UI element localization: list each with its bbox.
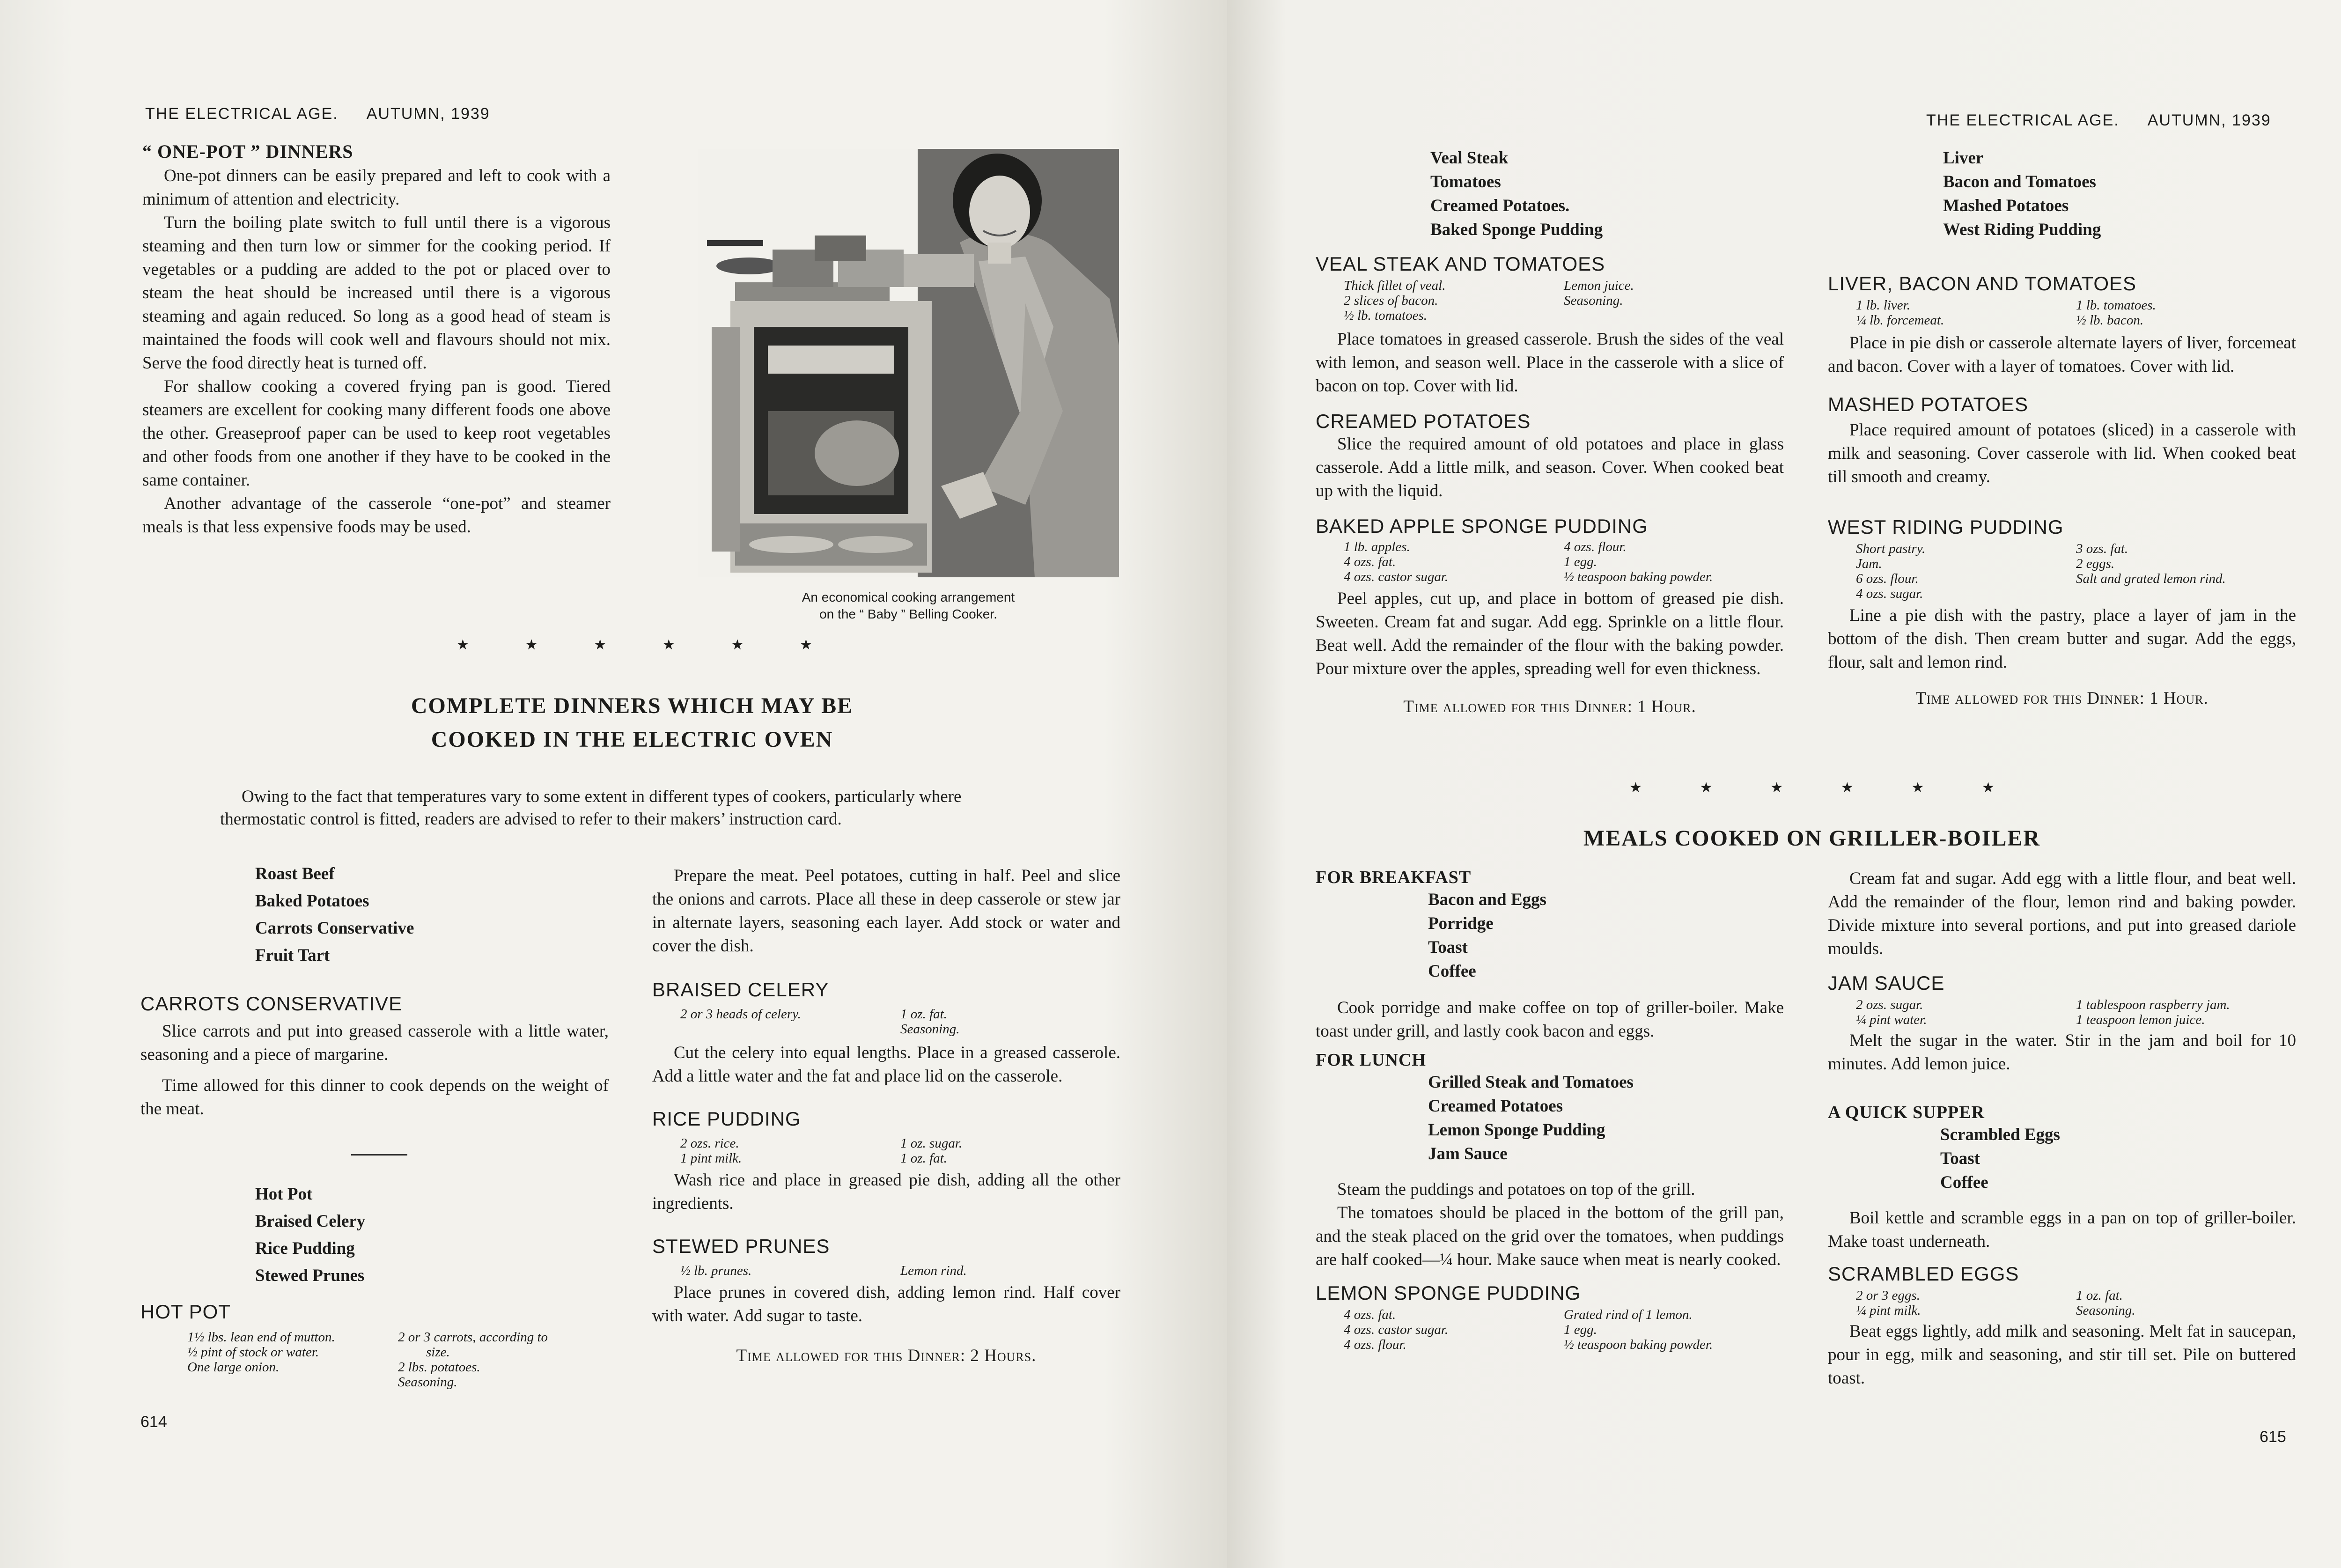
baked-apple-title: BAKED APPLE SPONGE PUDDING xyxy=(1316,515,1648,537)
hot-pot-section xyxy=(140,1301,609,1390)
griller-boiler-title: MEALS COOKED ON GRILLER-BOILER xyxy=(1583,826,2041,851)
lunch-title: FOR LUNCH xyxy=(1316,1050,1426,1070)
west-riding-title: WEST RIDING PUDDING xyxy=(1828,516,2064,538)
page-number: 615 xyxy=(2260,1428,2286,1446)
west-riding-ingredients: Short pastry. Jam. 6 ozs. flour. 4 ozs. sugar. 3 ozs. fat. 2 eggs. Salt and grated lemon rind. xyxy=(1856,541,2226,601)
menu-liver: Liver Bacon and Tomatoes Mashed Potatoes West Riding Pudding xyxy=(1943,148,2101,239)
running-header: THE ELECTRICAL AGE. AUTUMN, 1939 xyxy=(1926,111,2271,129)
star-icon: ★ xyxy=(1629,780,1642,795)
baked-apple-ingredients: 1 lb. apples. 4 ozs. fat. 4 ozs. castor sugar. 4 ozs. flour. 1 egg. ½ teaspoon baking powder. xyxy=(1344,539,1713,584)
one-pot-title: “ ONE-POT ” DINNERS xyxy=(142,141,353,162)
griller-right-column: Cream fat and sugar. Add egg with a little flour, and beat well. Add the remainder of the flour, lemon rind and baking powder. Divide mixture into several portions, and put into greased dariole moulds. JAM SAUCE 2 ozs. sugar. ¼ pint water. 1 tablespoon raspberry jam. 1 teaspoon lemon juice. Melt the sugar in the water. Stir in the jam and boil for 10 minutes. Add lemon juice. A QUICK SUPPER Scrambled Eggs Toast Coffee Boil kettle and scramble eggs in a pan on top of griller-boiler. Make toast underneath. SCRAMBLED EGGS 2 or 3 eggs. ¼ pint milk. 1 oz. fat. Seasoning. Beat eggs lightly, add milk and seasoning. Melt fat in saucepan, pour in egg, milk and seasoning, and stir till set. Pile on buttered toast. xyxy=(1828,867,2296,1390)
lemon-sponge-method: Cream fat and sugar. Add egg with a little flour, and beat well. Add the remainder of the flour, lemon rind and baking powder. Divide mixture into several portions, and put into greased dariole moulds. xyxy=(1828,869,2296,958)
rice-pudding-ingredients: 2 ozs. rice. 1 pint milk. 1 oz. sugar. 1 oz. fat. xyxy=(680,1136,963,1166)
time-allowed: Time allowed for this Dinner: 1 Hour. xyxy=(1915,689,2208,708)
one-pot-paragraph: Turn the boiling plate switch to full until there is a vigorous steaming and then turn low or simmer for the cooking period. If vegetables or a pudding are added to the pot or placed over to steam the heat should be increased until there is a vigorous steaming and again reduced. So long as a good head of steam is maintained the foods will cook well and flavours should not mix. Serve the food directly heat is turned off. xyxy=(142,213,611,373)
star-icon: ★ xyxy=(456,637,469,653)
griller-left-column: FOR BREAKFAST Bacon and Eggs Porridge Toast Coffee Cook porridge and make coffee on top of griller-boiler. Make toast under grill, and lastly cook bacon and eggs. FOR LUNCH Grilled Steak and Tomatoes Creamed Potatoes Lemon Sponge Pudding Jam Sauce Steam the puddings and potatoes on top of the grill. The tomatoes should be placed in the bottom of the grill pan, and the steak placed on the grid over the tomatoes, when puddings are half cooked—¼ hour. Make sauce when meat is nearly cooked. LEMON SPONGE PUDDING 4 ozs. fat. 4 ozs. castor sugar. 4 ozs. flour. Grated rind of 1 lemon. 1 egg. ½ teaspoon baking powder. xyxy=(1316,868,1784,1352)
star-icon: ★ xyxy=(1982,780,1995,795)
star-icon: ★ xyxy=(662,637,675,653)
stewed-prunes-title: STEWED PRUNES xyxy=(652,1235,830,1257)
right-page xyxy=(1227,0,2341,1568)
carrots-title: CARROTS CONSERVATIVE xyxy=(140,993,403,1015)
menu-roast-beef: Roast Beef Baked Potatoes Carrots Conservative Fruit Tart xyxy=(255,864,414,965)
one-pot-section xyxy=(142,140,611,539)
star-divider xyxy=(456,637,812,653)
braised-celery-title: BRAISED CELERY xyxy=(652,979,829,1001)
star-icon: ★ xyxy=(1840,780,1854,795)
short-divider xyxy=(351,1154,407,1156)
complete-dinners-title: COMPLETE DINNERS WHICH MAY BE COOKED IN THE ELECTRIC OVEN xyxy=(411,693,854,752)
lemon-sponge-ingredients: 4 ozs. fat. 4 ozs. castor sugar. 4 ozs. flour. Grated rind of 1 lemon. 1 egg. ½ teaspoon baking powder. xyxy=(1344,1307,1713,1352)
hot-pot-method: Prepare the meat. Peel potatoes, cutting in half. Peel and slice the onions and carrots. Place all these in deep casserole or stew jar in alternate layers, seasoning each layer. Add stock or water and cover the dish. xyxy=(652,866,1120,956)
jam-sauce-title: JAM SAUCE xyxy=(1828,972,1945,994)
liver-column: LIVER, BACON AND TOMATOES 1 lb. liver. ¼ lb. forcemeat. 1 lb. tomatoes. ½ lb. bacon. Place in pie dish or casserole alternate layers of liver, forcemeat and bacon. Cover with a layer of tomatoes. Cover with lid. MASHED POTATOES Place required amount of potatoes (sliced) in a casserole with milk and seasoning. Cover casserole with lid. When cooked beat till smooth and creamy. WEST RIDING PUDDING Short pastry. Jam. 6 ozs. flour. 4 ozs. sugar. 3 ozs. fat. 2 eggs. Salt and grated lemon rind. Line a pie dish with the pastry, place a layer of jam in the bottom of the dish. Then cream butter and sugar. Add the eggs, flour, salt and lemon rind. Time allowed for this Dinner: 1 Hour. xyxy=(1828,272,2296,708)
one-pot-paragraph: One-pot dinners can be easily prepared and left to cook with a minimum of attention and electricity. xyxy=(142,166,611,209)
star-icon: ★ xyxy=(525,637,538,653)
one-pot-paragraph: Another advantage of the casserole “one-pot” and steamer meals is that less expensive foods may be used. xyxy=(142,494,611,537)
running-header: THE ELECTRICAL AGE. AUTUMN, 1939 xyxy=(145,105,490,123)
scrambled-eggs-ingredients: 2 or 3 eggs. ¼ pint milk. 1 oz. fat. Seasoning. xyxy=(1856,1288,2135,1318)
star-icon: ★ xyxy=(800,637,812,653)
quick-supper-title: A QUICK SUPPER xyxy=(1828,1103,1985,1122)
menu-veal: Veal Steak Tomatoes Creamed Potatoes. Baked Sponge Pudding xyxy=(1430,148,1603,239)
mashed-potatoes-title: MASHED POTATOES xyxy=(1828,393,2029,415)
veal-title: VEAL STEAK AND TOMATOES xyxy=(1316,253,1605,275)
one-pot-paragraph: For shallow cooking a covered frying pan is good. Tiered steamers are excellent for cooking many different foods one above the other. Greaseproof paper can be used to keep root vegetables and other foods from one another if they have to be cooked in the same container. xyxy=(142,377,611,490)
oven-intro: Owing to the fact that temperatures vary to some extent in different types of cookers, particularly where thermostatic control is fitted, readers are advised to refer to their makers’ instruction card. xyxy=(220,787,962,829)
jam-sauce-ingredients: 2 ozs. sugar. ¼ pint water. 1 tablespoon raspberry jam. 1 teaspoon lemon juice. xyxy=(1856,997,2230,1027)
carrots-section: CARROTS CONSERVATIVE Slice carrots and put into greased casserole with a little water, seasoning and a piece of margarine. Time allowed for this dinner to cook depends on the weight of the meat. xyxy=(140,993,609,1119)
veal-column: VEAL STEAK AND TOMATOES Thick fillet of veal. 2 slices of bacon. ½ lb. tomatoes. Lemon juice. Seasoning. Place tomatoes in greased casserole. Brush the sides of the veal with lemon, and season well. Place in the casserole with a slice of bacon on top. Cover with lid. CREAMED POTATOES Slice the required amount of old potatoes and place in glass casserole. Add a little milk, and season. Cover. When cooked beat up with the liquid. BAKED APPLE SPONGE PUDDING 1 lb. apples. 4 ozs. fat. 4 ozs. castor sugar. 4 ozs. flour. 1 egg. ½ teaspoon baking powder. Peel apples, cut up, and place in bottom of greased pie dish. Sweeten. Cream fat and sugar. Add egg. Sprinkle on a little flour. Beat well. Add the remainder of the flour with the baking powder. Pour mixture over the apples, spreading well for even thickness. Time allowed for this Dinner: 1 Hour. xyxy=(1316,253,1784,716)
time-allowed: Time allowed for this Dinner: 1 Hour. xyxy=(1403,697,1696,716)
lunch-menu: Grilled Steak and Tomatoes Creamed Potatoes Lemon Sponge Pudding Jam Sauce xyxy=(1428,1073,1634,1163)
hot-pot-method-section: Prepare the meat. Peel potatoes, cutting in half. Peel and slice the onions and carrots. Place all these in deep casserole or stew jar in alternate layers, seasoning each layer. Add stock or water and cover the dish. BRAISED CELERY 2 or 3 heads of celery. 1 oz. fat. Seasoning. Cut the celery into equal lengths. Place in a greased casserole. Add a little water and the fat and place lid on the casserole. RICE PUDDING 2 ozs. rice. 1 pint milk. 1 oz. sugar. 1 oz. fat. Wash rice and place in greased pie dish, adding all the other ingredients. STEWED PRUNES ½ lb. prunes. Lemon rind. Place prunes in covered dish, adding lemon rind. Half cover with water. Add sugar to taste. Time allowed for this Dinner: 2 Hours. xyxy=(652,864,1120,1366)
breakfast-title: FOR BREAKFAST xyxy=(1316,868,1472,887)
star-icon: ★ xyxy=(731,637,744,653)
hot-pot-ingredients: 1½ lbs. lean end of mutton. ½ pint of stock or water. One large onion. 2 or 3 carrots, according to size. 2 lbs. potatoes. Seasoning. xyxy=(187,1330,548,1390)
creamed-potatoes-title: CREAMED POTATOES xyxy=(1316,410,1531,432)
liver-ingredients: 1 lb. liver. ¼ lb. forcemeat. 1 lb. tomatoes. ½ lb. bacon. xyxy=(1856,298,2156,328)
star-icon: ★ xyxy=(1911,780,1924,795)
supper-menu: Scrambled Eggs Toast Coffee xyxy=(1940,1125,2060,1192)
star-icon: ★ xyxy=(1770,780,1783,795)
menu-hot-pot: Hot Pot Braised Celery Rice Pudding Stewed Prunes xyxy=(255,1185,366,1285)
veal-ingredients: Thick fillet of veal. 2 slices of bacon. ½ lb. tomatoes. Lemon juice. Seasoning. xyxy=(1344,278,1634,323)
scrambled-eggs-title: SCRAMBLED EGGS xyxy=(1828,1263,2019,1285)
star-icon: ★ xyxy=(594,637,607,653)
photo-caption: An economical cooking arrangement on the “ Baby ” Belling Cooker. xyxy=(802,590,1015,621)
time-allowed: Time allowed for this Dinner: 2 Hours. xyxy=(736,1346,1037,1365)
hot-pot-title: HOT POT xyxy=(140,1301,231,1323)
rice-pudding-title: RICE PUDDING xyxy=(652,1108,801,1130)
stewed-prunes-ingredients: ½ lb. prunes. Lemon rind. xyxy=(680,1263,967,1278)
star-icon: ★ xyxy=(1700,780,1713,795)
liver-title: LIVER, BACON AND TOMATOES xyxy=(1828,272,2137,294)
breakfast-menu: Bacon and Eggs Porridge Toast Coffee xyxy=(1428,890,1546,981)
star-divider xyxy=(1629,780,1995,796)
lemon-sponge-title: LEMON SPONGE PUDDING xyxy=(1316,1282,1581,1304)
braised-celery-ingredients: 2 or 3 heads of celery. 1 oz. fat. Seasoning. xyxy=(680,1007,960,1037)
page-number: 614 xyxy=(140,1413,167,1431)
cooker-photograph xyxy=(698,149,1119,577)
